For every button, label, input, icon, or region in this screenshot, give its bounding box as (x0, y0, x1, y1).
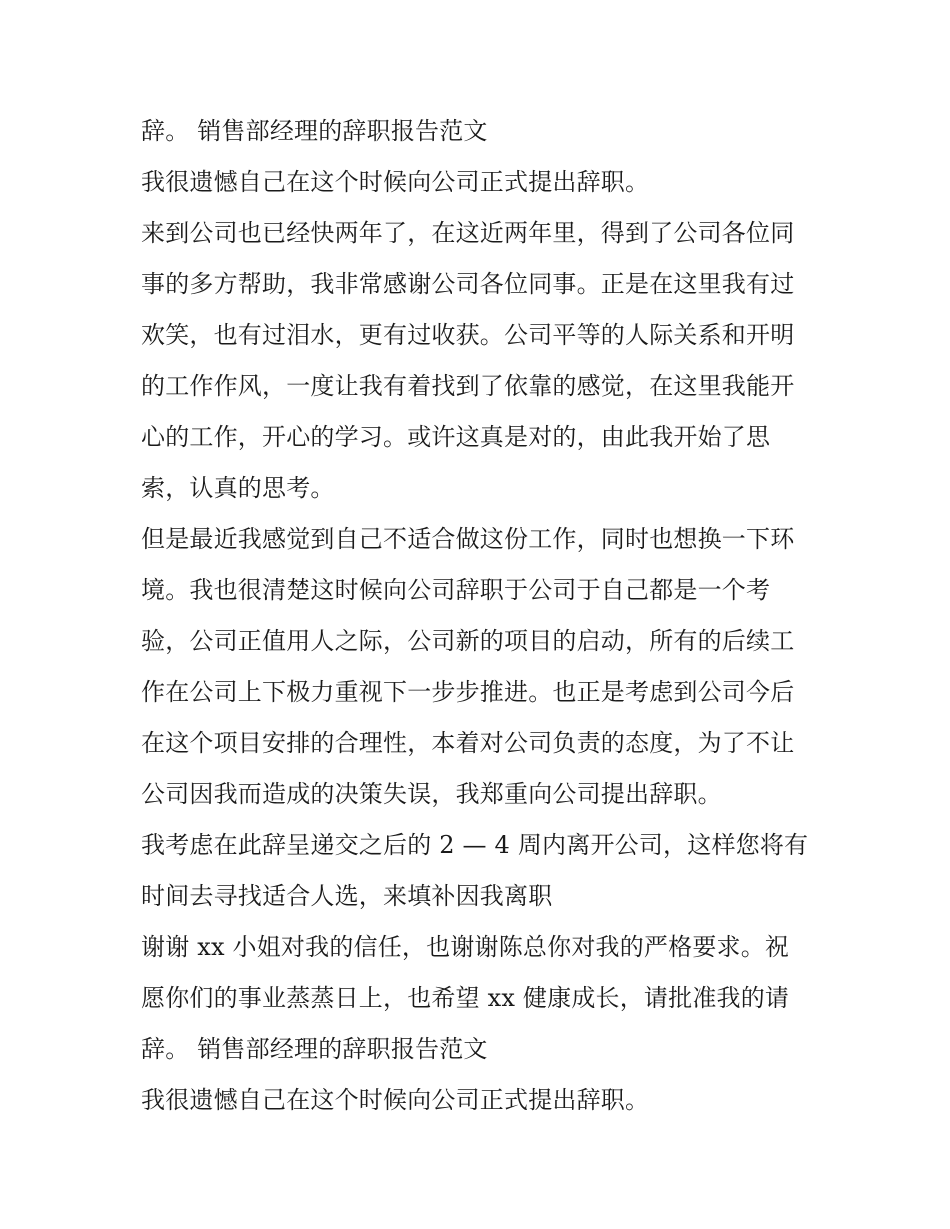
text-line: 心的工作，开心的学习。或许这真是对的，由此我开始了思 (141, 423, 771, 451)
text-line: 愿你们的事业蒸蒸日上，也希望 xx 健康成长，请批准我的请 (141, 984, 790, 1012)
text-line: 欢笑，也有过泪水，更有过收获。公司平等的人际关系和开明 (141, 321, 795, 349)
text-line: 来到公司也已经快两年了，在这近两年里，得到了公司各位同 (141, 219, 795, 247)
text-line: 索，认真的思考。 (141, 474, 335, 502)
text-line: 事的多方帮助，我非常感谢公司各位同事。正是在这里我有过 (141, 270, 795, 298)
text-line: 辞。 销售部经理的辞职报告范文 (141, 1035, 488, 1063)
text-line: 但是最近我感觉到自己不适合做这份工作，同时也想换一下环 (141, 525, 795, 553)
text-line: 境。我也很清楚这时候向公司辞职于公司于自己都是一个考 (141, 576, 771, 604)
document-body (141, 106, 821, 1126)
text-line: 我考虑在此辞呈递交之后的 2 — 4 周内离开公司，这样您将有 (141, 831, 809, 859)
text-line: 的工作作风，一度让我有着找到了依靠的感觉，在这里我能开 (141, 372, 795, 400)
text-line: 验，公司正值用人之际，公司新的项目的启动，所有的后续工 (141, 627, 795, 655)
text-line: 公司因我而造成的决策失误，我郑重向公司提出辞职。 (141, 780, 722, 808)
text-line: 在这个项目安排的合理性，本着对公司负责的态度，为了不让 (141, 729, 795, 757)
text-line: 辞。 销售部经理的辞职报告范文 (141, 117, 488, 145)
text-line: 我很遗憾自己在这个时候向公司正式提出辞职。 (141, 168, 650, 196)
text-line: 时间去寻找适合人选，来填补因我离职 (141, 882, 553, 910)
text-line: 作在公司上下极力重视下一步步推进。也正是考虑到公司今后 (141, 678, 795, 706)
text-line: 我很遗憾自己在这个时候向公司正式提出辞职。 (141, 1086, 650, 1114)
text-line: 谢谢 xx 小姐对我的信任，也谢谢陈总你对我的严格要求。祝 (141, 933, 790, 961)
